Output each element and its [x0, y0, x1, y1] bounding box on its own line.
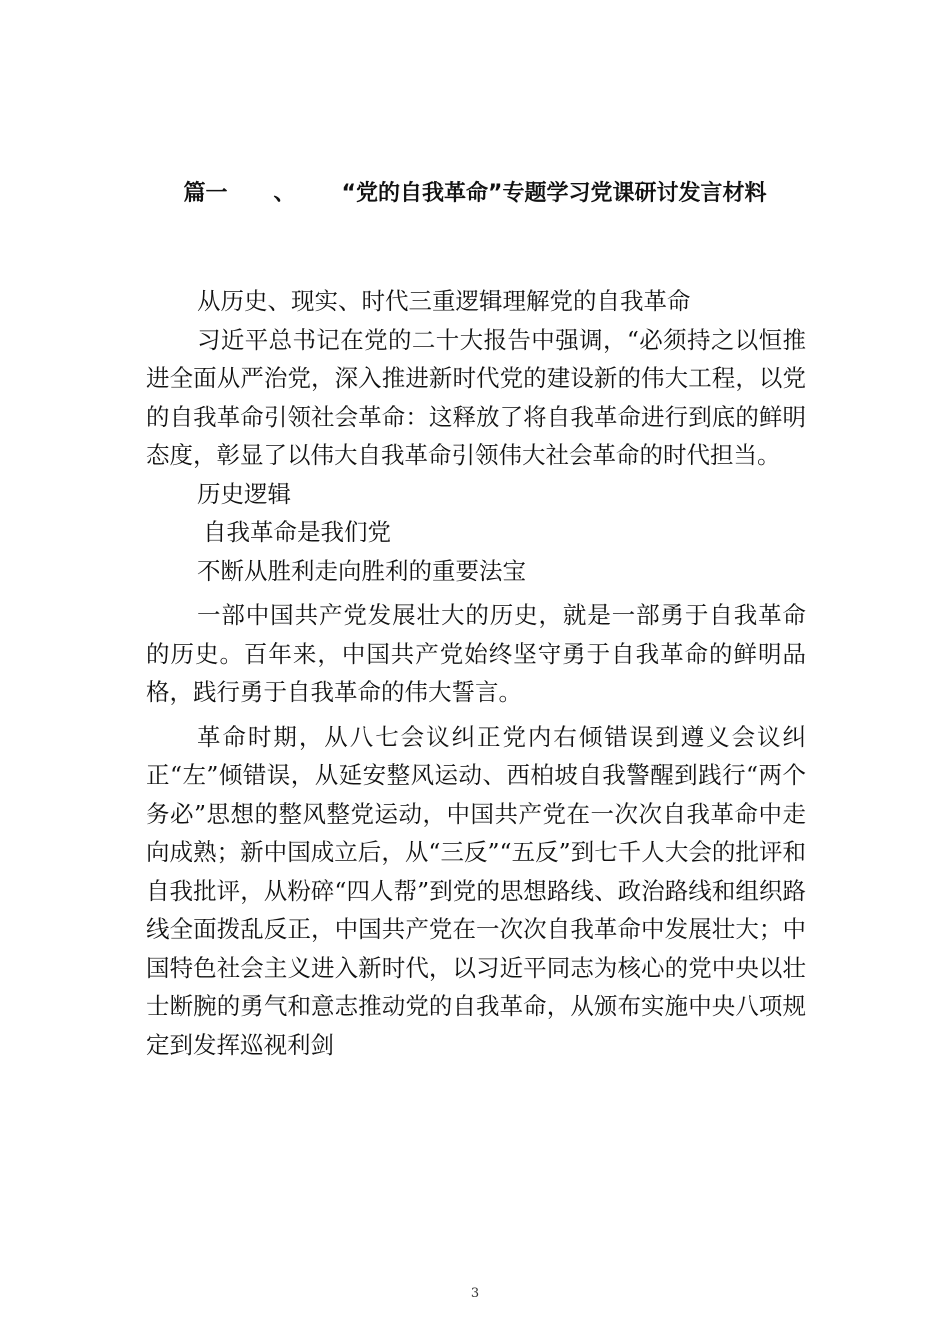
subsection-heading: 历史逻辑	[197, 479, 291, 508]
subsection-subtitle-line2: 不断从胜利走向胜利的重要法宝	[197, 556, 526, 585]
body-paragraph: 习近平总书记在党的二十大报告中强调，“必须持之以恒推进全面从严治党，深入推进新时代党的建设新的伟大工程，以党的自我革命引领社会革命：这释放了将自我革命进行到底的鲜明态度，彰显了以伟大自我革命引领伟大社会革命的时代担当。	[146, 325, 806, 469]
body-paragraph: 革命时期，从八七会议纠正党内右倾错误到遵义会议纠正“左”倾错误，从延安整风运动、西柏坡自我警醒到践行“两个务必”思想的整风整党运动，中国共产党在一次次自我革命中走向成熟；新中国成立后，从“三反”“五反”到七千人大会的批评和自我批评，从粉碎“四人帮”到党的思想路线、政治路线和组织路线全面拨乱反正，中国共产党在一次次自我革命中发展壮大；中国特色社会主义进入新时代，以习近平同志为核心的党中央以壮士断腕的勇气和意志推动党的自我革命，从颁布实施中央八项规定到发挥巡视利剑	[146, 722, 806, 1059]
title-part-label: 篇一	[183, 181, 228, 206]
title-separator: 、	[273, 181, 296, 206]
document-body	[146, 282, 806, 1064]
body-paragraph: 一部中国共产党发展壮大的历史，就是一部勇于自我革命的历史。百年来，中国共产党始终坚守勇于自我革命的鲜明品格，践行勇于自我革命的伟大誓言。	[146, 601, 806, 706]
document-title	[0, 176, 950, 207]
page-number: 3	[470, 1286, 480, 1301]
subsection-subtitle-line1: 自我革命是我们党	[203, 518, 391, 546]
section-heading: 从历史、现实、时代三重逻辑理解党的自我革命	[197, 287, 691, 315]
title-main: “党的自我革命”专题学习党课研讨发言材料	[341, 181, 767, 206]
